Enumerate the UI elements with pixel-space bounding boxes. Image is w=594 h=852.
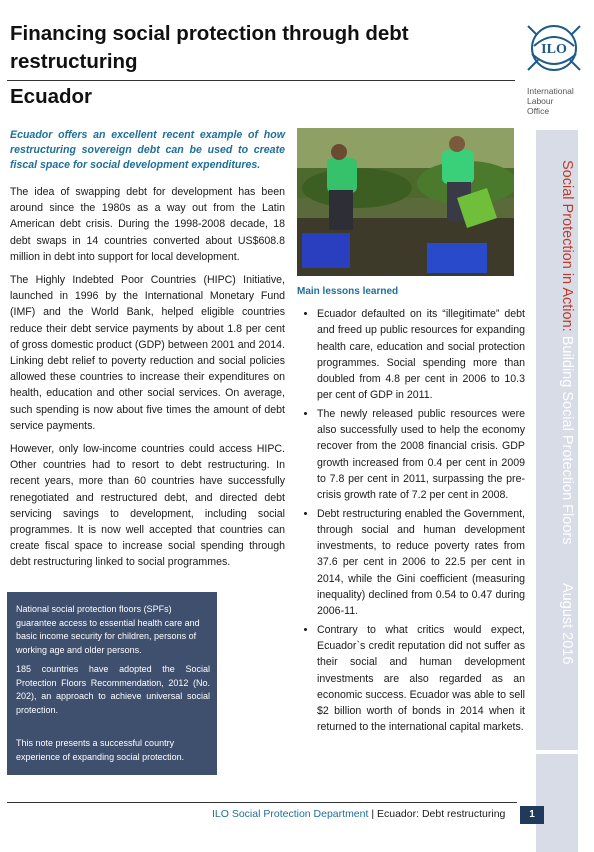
info-box-paragraph: 185 countries have adopted the Social Protection Floors Recommendation, 2012 (No. 202), an approach to achieve universal social protection. bbox=[16, 664, 210, 715]
footer-department: ILO Social Protection Department bbox=[212, 808, 369, 820]
info-box bbox=[7, 592, 217, 775]
ilo-logo-icon bbox=[524, 18, 584, 78]
body-paragraph: The Highly Indebted Poor Countries (HIPC) Initiative, launched in 1996 by the International Monetary Fund (IMF) and the World Bank, helped eligible countries reduce their debt service payments by about 1.8 per cent of gross domestic product (GDP) between 2001 and 2014. Linking debt relief to poverty reduction and social policies allowed these countries to increase their expenditures on health, education and other social services. On average, such spending is now about five times the amount of debt service payments. bbox=[10, 274, 285, 432]
org-name: International Labour Office bbox=[527, 86, 574, 116]
country-subtitle: Ecuador bbox=[10, 85, 93, 108]
page-number: 1 bbox=[520, 806, 544, 824]
list-item: • Debt restructuring enabled the Government, through social and human development investments, to reduce poverty rates from 37.6 per cent in 2006 to 22.5 per cent in 2014, while the Gini coefficient (measuring inequality) declined from 0.54 to 0.47 during 2006-11. bbox=[317, 506, 525, 620]
lessons-list bbox=[297, 306, 525, 738]
document-title: Financing social protection through debt restructuring bbox=[10, 22, 409, 73]
footer-separator: | bbox=[371, 808, 375, 820]
footer-doc-title: Ecuador: Debt restructuring bbox=[377, 808, 506, 820]
body-paragraph: The idea of swapping debt for development has been around since the 1980s as a way out from the Latin American debt crisis. During the 1998-2008 decade, 18 debt swaps in 14 countries converted about US$608.8 million in debt into support for local development. bbox=[10, 186, 285, 263]
lead-paragraph: Ecuador offers an excellent recent example of how restructuring sovereign debt can be used to create fiscal space for social development expenditures. bbox=[10, 129, 285, 171]
series-date: August 2016 bbox=[559, 582, 575, 664]
lessons-heading: Main lessons learned bbox=[297, 286, 399, 297]
info-box-paragraph: This note presents a successful country experience of expanding social protection. bbox=[16, 738, 185, 762]
sidebar-panel-lower bbox=[536, 754, 578, 852]
info-box-paragraph: National social protection floors (SPFs) guarantee access to essential health care and basic income security for children, persons of working age and older persons. bbox=[16, 604, 200, 655]
body-paragraph: However, only low-income countries could access HIPC. Other countries had to resort to debt restructuring. In recent years, more than 60 countries have successfully renegotiated and restructured debt, and directed debt servicing savings to development, including social programmes. It is now well accepted that countries can create fiscal space to increase social spending through debt restructuring linked to social programmes. bbox=[10, 443, 285, 569]
farm-workers-photo bbox=[297, 128, 514, 276]
footer-text bbox=[212, 808, 505, 820]
sidebar-text bbox=[539, 160, 575, 730]
list-item: • The newly released public resources were also successfully used to help the economy recover from the 2008 financial crisis. GDP growth increased from 0.4 per cent in 2009 to 7.8 per cent in 2011, surpassing the pre-crisis growth rate of 7.2 per cent in 2008. bbox=[317, 406, 525, 504]
series-subtitle: Building Social Protection Floors bbox=[559, 335, 575, 545]
series-title: Social Protection in Action: bbox=[559, 160, 575, 332]
footer-rule bbox=[7, 802, 517, 803]
list-item: • Ecuador defaulted on its “illegitimate” debt and freed up public resources for expanding health care, education and social protection programmes. Social spending more than doubled from 4.8 per cent in 2006 to 10.3 per cent of GDP in 2011. bbox=[317, 306, 525, 404]
series-sidebar bbox=[536, 130, 578, 852]
logo-acronym: ILO bbox=[541, 42, 567, 57]
body-column bbox=[10, 184, 285, 578]
header-rule bbox=[7, 80, 515, 81]
list-item: • Contrary to what critics would expect, Ecuador`s credit reputation did not suffer as their social and human development investments are also regarded as an economic success. Ecuador was able to sell $2 billion worth of bonds in 2014 when it returned to the international capital markets. bbox=[317, 622, 525, 736]
